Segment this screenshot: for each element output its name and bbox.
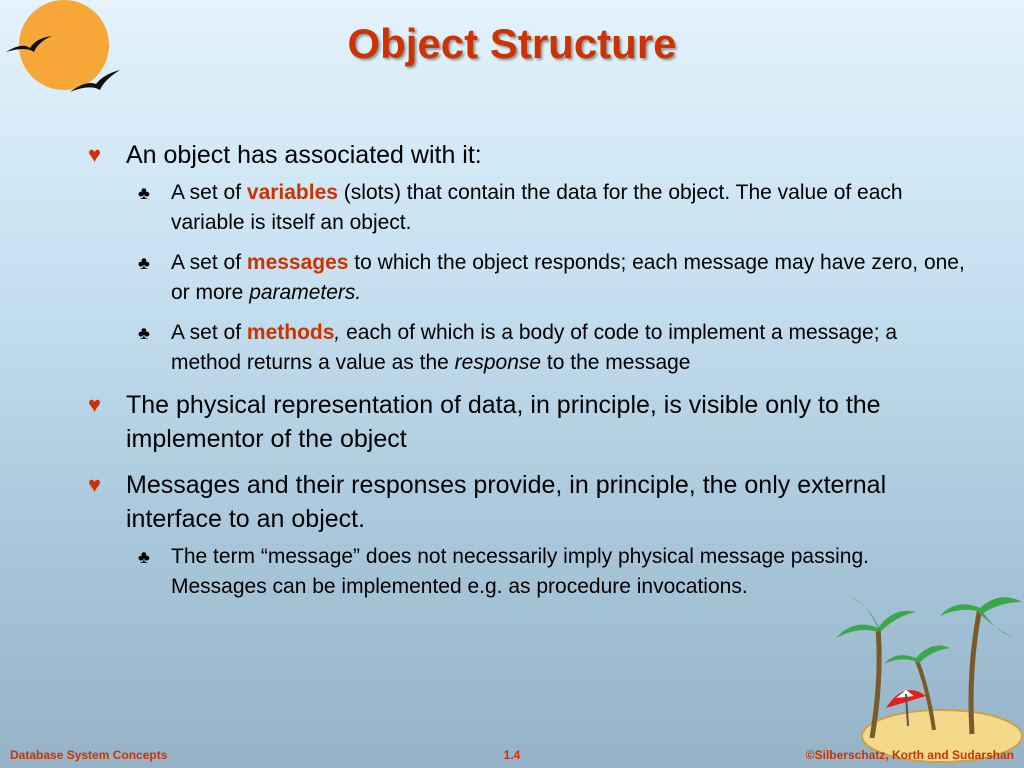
club-bullet-icon: ♣ bbox=[138, 547, 150, 567]
sub-bullet-item bbox=[88, 248, 968, 308]
sub-bullet-item bbox=[88, 178, 968, 238]
bullet-text-post: (slots) that contain the data for the object. The value of each variable is itself an object. bbox=[171, 181, 903, 234]
footer-course: Database System Concepts bbox=[10, 748, 168, 762]
club-bullet-icon: ♣ bbox=[138, 183, 150, 203]
bullet-text-pre: A set of bbox=[171, 181, 247, 204]
footer-copyright: ©Silberschatz, Korth and Sudarshan bbox=[805, 748, 1014, 762]
palm-island-umbrella-icon bbox=[824, 568, 1024, 768]
slide-title: Object Structure bbox=[347, 20, 677, 67]
footer-page-number: 1.4 bbox=[503, 748, 521, 762]
keyword-messages: messages bbox=[246, 251, 349, 274]
bullet-text: Messages and their responses provide, in principle, the only external interface to an object. bbox=[126, 471, 887, 533]
keyword-methods: methods bbox=[246, 321, 335, 344]
bullet-text: The term “message” does not necessarily imply physical message passing. Messages can be implemented e.g. as procedure invocations. bbox=[171, 545, 869, 598]
keyword-variables: variables bbox=[246, 181, 338, 204]
bullet-text-pre: A set of bbox=[171, 321, 247, 344]
club-bullet-icon: ♣ bbox=[138, 323, 150, 343]
sub-bullet-item bbox=[88, 318, 968, 378]
bullet-text-post: to the message bbox=[541, 351, 691, 374]
club-bullet-icon: ♣ bbox=[138, 253, 150, 273]
heart-bullet-icon: ♥ bbox=[88, 392, 102, 417]
heart-bullet-icon: ♥ bbox=[88, 142, 102, 167]
bullet-item bbox=[88, 388, 968, 456]
bullet-text: An object has associated with it: bbox=[126, 141, 482, 169]
bullet-text-mid: each of which is a body of code to implement a message; a method returns a value as the bbox=[171, 321, 898, 374]
heart-bullet-icon: ♥ bbox=[88, 472, 102, 497]
bullet-text: The physical representation of data, in principle, is visible only to the implementor of the object bbox=[126, 391, 881, 453]
bullet-item bbox=[88, 138, 968, 172]
italic-response: response bbox=[454, 351, 542, 374]
bullet-text-mid: to which the object responds; each message may have zero, one, or more bbox=[171, 251, 965, 304]
bullet-text-pre: A set of bbox=[171, 251, 247, 274]
bullet-item bbox=[88, 468, 968, 536]
italic-comma: , bbox=[334, 321, 341, 344]
slide-content bbox=[88, 138, 968, 612]
italic-parameters: parameters. bbox=[249, 281, 362, 304]
